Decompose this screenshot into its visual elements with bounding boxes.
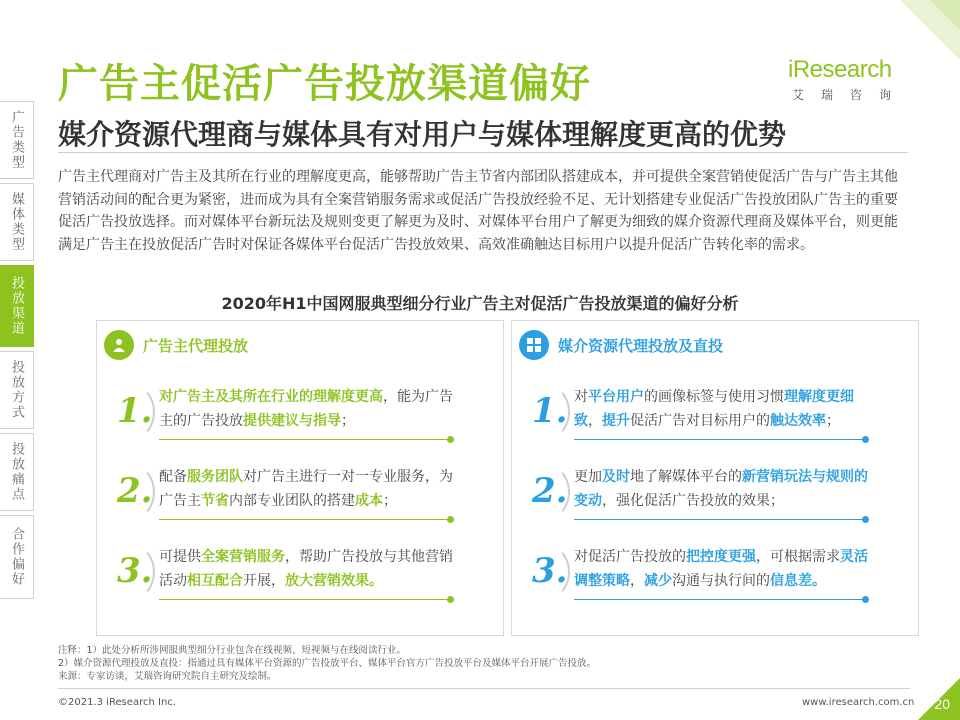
highlight-text: 提供建议与指导 bbox=[243, 413, 341, 429]
sidebar-item-label: 合作偏好 bbox=[9, 527, 24, 587]
highlight-text: 全案营销服务 bbox=[201, 549, 285, 565]
highlight-text: 把控度更强 bbox=[686, 549, 756, 565]
item-dot bbox=[862, 596, 869, 603]
item-dot bbox=[862, 436, 869, 443]
highlight-text: 服务团队 bbox=[187, 469, 243, 485]
item-text bbox=[159, 465, 459, 513]
item-text bbox=[574, 545, 874, 593]
sidebar-item-label: 投放渠道 bbox=[9, 276, 24, 336]
plain-text: 对广告主进行一对一专业服务，为广告主 bbox=[159, 469, 453, 509]
plain-text: ； bbox=[383, 493, 397, 509]
item-dot bbox=[447, 516, 454, 523]
sidebar-item-pain-points[interactable] bbox=[0, 433, 34, 511]
logo-cn-text: 艾瑞咨询 bbox=[792, 88, 909, 102]
item-underline bbox=[574, 439, 864, 440]
item-underline bbox=[159, 439, 449, 440]
plain-text: 内部专业团队的搭建 bbox=[229, 493, 355, 509]
plain-text: ，强化促活广告投放的效果； bbox=[602, 493, 784, 509]
plain-text: ； bbox=[341, 413, 355, 429]
item-text bbox=[574, 465, 874, 513]
item-number: 2. bbox=[117, 471, 153, 511]
item-dot bbox=[447, 596, 454, 603]
item-number: 3. bbox=[117, 551, 153, 591]
corner-decoration-inner bbox=[930, 0, 960, 30]
list-item bbox=[107, 383, 487, 455]
plain-text: 对 bbox=[574, 389, 588, 405]
item-text bbox=[159, 545, 459, 593]
sidebar-item-label: 投放方式 bbox=[9, 360, 24, 420]
sidebar-item-label: 媒体类型 bbox=[9, 192, 24, 252]
sidebar-item-cooperation[interactable] bbox=[0, 515, 34, 599]
subtitle-divider bbox=[58, 152, 908, 153]
list-item bbox=[107, 543, 487, 615]
page-subtitle: 媒介资源代理商与媒体具有对用户与媒体理解度更高的优势 bbox=[58, 118, 787, 151]
highlight-text: 及时 bbox=[602, 469, 630, 485]
body-paragraph: 广告主代理商对广告主及其所在行业的理解度更高，能够帮助广告主节省内部团队搭建成本，并可提供全案营销使促活广告与广告主其他营销活动间的配合更为紧密，进而成为具有全案营销服务需求或促活广告投放经验不足、无计划搭建专业促活广告投放团队广告主的重要促活广告投放选择。而对媒体平台新玩法及规则变更了解更为及时、对媒体平台用户了解更为细致的媒介资源代理商及媒体平台，则更能满足广告主在投放促活广告时对保证各媒体平台促活广告投放效果、高效准确触达目标用户以提升促活广告转化率的需求。 bbox=[58, 169, 898, 253]
plain-text: ，可根据需求 bbox=[756, 549, 840, 565]
website-link[interactable]: www.iresearch.com.cn bbox=[802, 697, 915, 708]
highlight-text: 信息差。 bbox=[770, 573, 826, 589]
highlight-text: 成本 bbox=[355, 493, 383, 509]
item-number: 2. bbox=[532, 471, 568, 511]
plain-text: 更加 bbox=[574, 469, 602, 485]
page-title: 广告主促活广告投放渠道偏好 bbox=[58, 61, 591, 107]
plain-text: 地了解媒体平台的 bbox=[630, 469, 742, 485]
sidebar-item-method[interactable] bbox=[0, 351, 34, 429]
item-underline bbox=[159, 519, 449, 520]
highlight-text: 平台用户 bbox=[588, 389, 644, 405]
side-navigation bbox=[0, 101, 36, 603]
footnote-line: 2）媒介资源代理投放及直投：指通过具有媒体平台资源的广告投放平台、媒体平台官方广告投放平台及媒体平台开展广告投放。 bbox=[58, 658, 597, 669]
panel-media-agent-direct bbox=[511, 320, 919, 636]
item-number: 1. bbox=[117, 391, 153, 431]
item-text bbox=[574, 385, 874, 433]
list-item bbox=[522, 463, 902, 535]
page-number: 20 bbox=[934, 696, 950, 712]
plain-text: ， bbox=[588, 413, 602, 429]
copyright: ©2021.3 iResearch Inc. bbox=[58, 697, 176, 708]
section-title: 2020年H1中国网服典型细分行业广告主对促活广告投放渠道的偏好分析 bbox=[221, 294, 739, 313]
iresearch-logo bbox=[788, 56, 908, 108]
item-underline bbox=[574, 599, 864, 600]
footnote-line: 注释：1）此处分析所涉网服典型细分行业包含在线视频、短视频与在线阅读行业。 bbox=[58, 645, 407, 656]
highlight-text: 对广告主及其所在行业的理解度更高 bbox=[159, 389, 383, 405]
item-dot bbox=[447, 436, 454, 443]
plain-text: 可提供 bbox=[159, 549, 201, 565]
plain-text: ； bbox=[826, 413, 840, 429]
panel-header bbox=[512, 321, 918, 369]
plain-text: 的画像标签与使用习惯 bbox=[644, 389, 784, 405]
plain-text: 配备 bbox=[159, 469, 187, 485]
sidebar-item-label: 广告类型 bbox=[9, 110, 24, 170]
agent-icon bbox=[104, 330, 134, 360]
highlight-text: 提升 bbox=[602, 413, 630, 429]
list-item bbox=[522, 543, 902, 615]
item-number: 3. bbox=[532, 551, 568, 591]
footnote-source: 来源：专家访谈，艾瑞咨询研究院自主研究及绘制。 bbox=[58, 671, 277, 682]
footnotes bbox=[58, 644, 918, 683]
item-number: 1. bbox=[532, 391, 568, 431]
panel-heading: 广告主代理投放 bbox=[143, 337, 249, 355]
item-dot bbox=[862, 516, 869, 523]
list-item bbox=[522, 383, 902, 455]
logo-wordmark: iResearch bbox=[788, 56, 892, 83]
highlight-text: 触达效率 bbox=[770, 413, 826, 429]
list-item bbox=[107, 463, 487, 535]
item-underline bbox=[574, 519, 864, 520]
highlight-text: 节省 bbox=[201, 493, 229, 509]
plain-text: ，能为广告主的广告投放 bbox=[159, 389, 453, 429]
plain-text: 开展， bbox=[243, 573, 285, 589]
sidebar-item-ad-type[interactable] bbox=[0, 101, 34, 179]
plain-text: 对促活广告投放的 bbox=[574, 549, 686, 565]
plain-text: 促活广告对目标用户的 bbox=[630, 413, 770, 429]
highlight-text: 新营销玩法与规则的变动 bbox=[574, 469, 868, 509]
plain-text: ， bbox=[630, 573, 644, 589]
panel-advertiser-agent bbox=[96, 320, 504, 636]
highlight-text: 理解度更细致 bbox=[574, 389, 854, 429]
item-text bbox=[159, 385, 459, 433]
sidebar-item-label: 投放痛点 bbox=[9, 442, 24, 502]
footer-divider bbox=[58, 688, 910, 689]
plain-text: ，帮助广告投放与其他营销活动 bbox=[159, 549, 453, 589]
sidebar-item-media-type[interactable] bbox=[0, 183, 34, 261]
panel-heading: 媒介资源代理投放及直投 bbox=[558, 337, 724, 355]
item-underline bbox=[159, 599, 449, 600]
highlight-text: 减少 bbox=[644, 573, 672, 589]
panel-header bbox=[97, 321, 503, 369]
highlight-text: 灵活调整策略 bbox=[574, 549, 868, 589]
plain-text: 沟通与执行间的 bbox=[672, 573, 770, 589]
grid-icon bbox=[519, 330, 549, 360]
highlight-text: 相互配合 bbox=[187, 573, 243, 589]
highlight-text: 放大营销效果。 bbox=[285, 573, 383, 589]
